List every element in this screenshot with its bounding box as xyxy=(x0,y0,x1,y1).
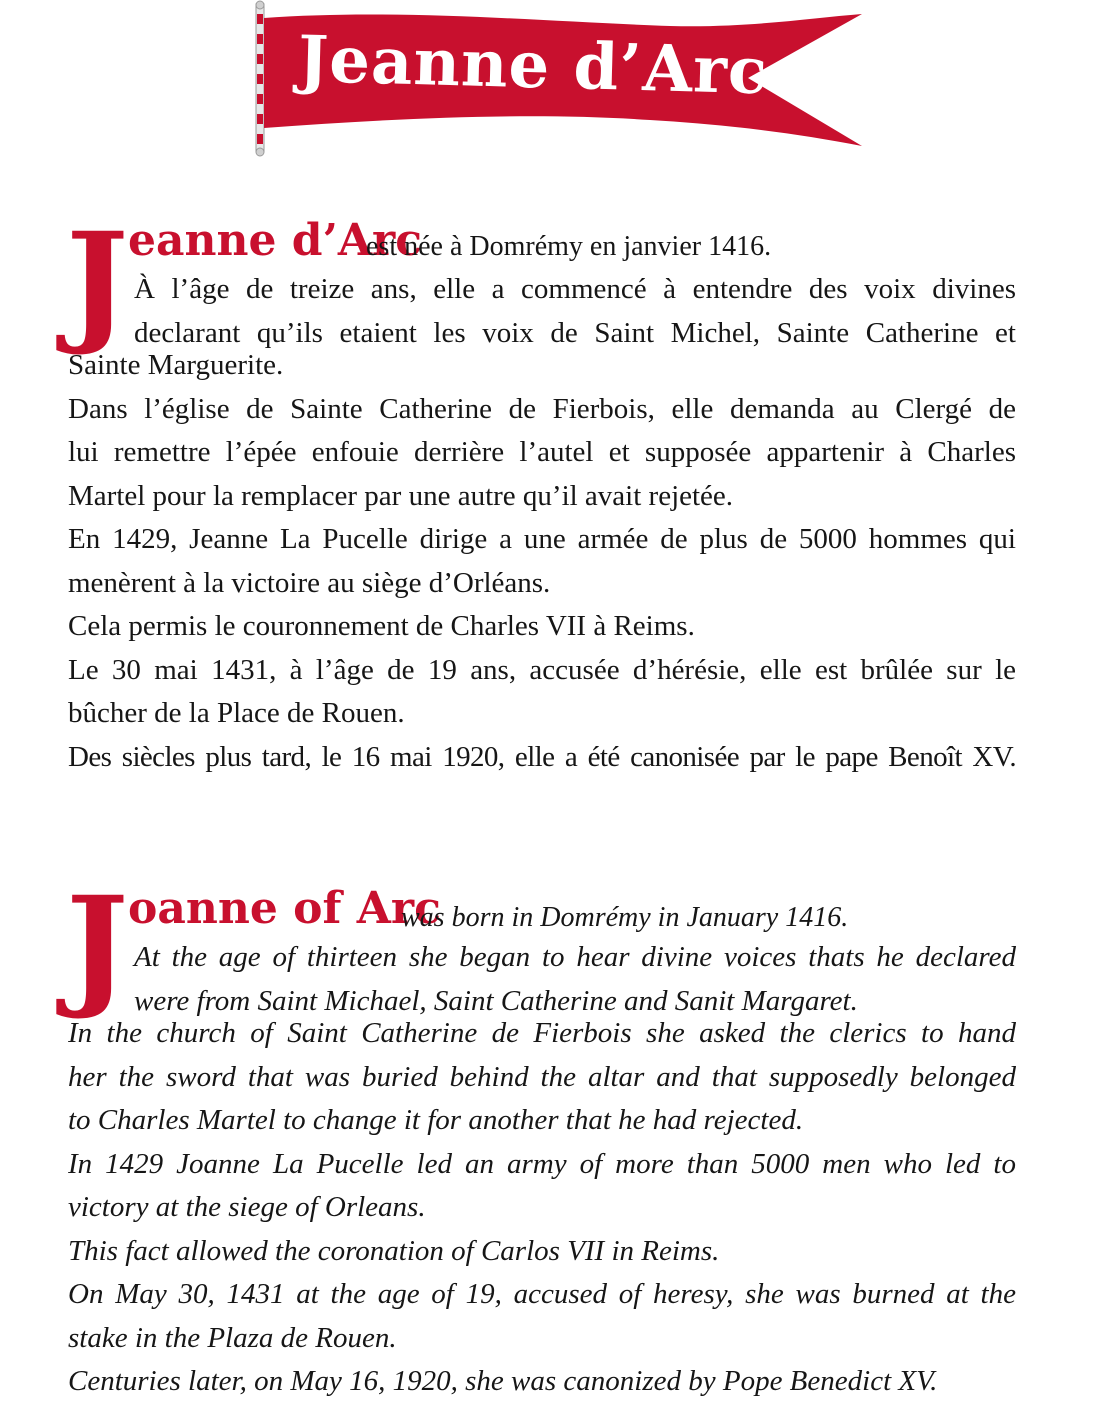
text-line: This fact allowed the coronation of Carlos VII in Reims. xyxy=(68,1234,720,1267)
text-line: In 1429 Joanne La Pucelle led an army of more than 5000 men who led to xyxy=(68,1147,1016,1180)
drop-cap: J xyxy=(66,204,129,359)
english-section xyxy=(66,868,1016,1404)
name-heading: eanne d’Arc xyxy=(128,215,422,266)
text-line: On May 30, 1431 at the age of 19, accused of heresy, she was burned at the xyxy=(68,1278,1016,1310)
text-line: victory at the siege of Orleans. xyxy=(68,1191,426,1223)
intro-line: est née à Domrémy en janvier 1416. xyxy=(366,231,772,262)
text-line: In the church of Saint Catherine de Fierbois she asked the clerics to hand xyxy=(68,1017,1016,1049)
text-line: À l’âge de treize ans, elle a commencé à entendre des voix divines xyxy=(134,273,1016,305)
text-line: Sainte Marguerite. xyxy=(68,349,284,381)
text-line: to Charles Martel to change it for another that he had rejected. xyxy=(68,1104,804,1136)
text-line: stake in the Plaza de Rouen. xyxy=(68,1321,397,1354)
english-intro xyxy=(66,868,1016,1023)
text-line: menèrent à la victoire au siège d’Orléans. xyxy=(68,566,551,599)
text-line: Centuries later, on May 16, 1920, she was canonized by Pope Benedict XV. xyxy=(68,1365,938,1397)
french-intro xyxy=(66,204,1016,359)
text-line: lui remettre l’épée enfouie derrière l’autel et supposée appartenir à Charles xyxy=(68,436,1016,468)
indented-paragraph xyxy=(134,936,1016,1023)
banner-title: Jeanne d’Arc xyxy=(297,21,769,110)
text-line: En 1429, Jeanne La Pucelle dirige a une armée de plus de 5000 hommes qui xyxy=(68,523,1016,555)
text-line: Martel pour la remplacer par une autre qu’il avait rejetée. xyxy=(68,479,734,512)
french-section xyxy=(66,204,1016,779)
intro-line: was born in Domrémy in January 1416. xyxy=(401,902,849,933)
english-body xyxy=(68,1012,1016,1404)
text-line: were from Saint Michael, Saint Catherine and Sanit Margaret. xyxy=(134,984,858,1017)
text-line: At the age of thirteen she began to hear divine voices thats he declared xyxy=(134,941,1016,973)
drop-cap: J xyxy=(66,868,129,1023)
text-line: Dans l’église de Sainte Catherine de Fierbois, elle demanda au Clergé de xyxy=(68,392,1016,425)
text-line: her the sword that was buried behind the altar and that supposedly belonged xyxy=(68,1060,1016,1093)
french-body xyxy=(68,344,1016,779)
text-line: declarant qu’ils etaient les voix de Saint Michel, Sainte Catherine et xyxy=(134,316,1016,349)
text-line: Des siècles plus tard, le 16 mai 1920, elle a été canonisée par le pape Benoît XV. xyxy=(68,740,1016,773)
indented-paragraph xyxy=(134,268,1016,355)
text-line: Le 30 mai 1431, à l’âge de 19 ans, accusée d’hérésie, elle est brûlée sur le xyxy=(68,653,1016,686)
title-banner xyxy=(250,0,870,160)
name-heading: oanne of Arc xyxy=(128,883,441,934)
text-line: Cela permis le couronnement de Charles VII à Reims. xyxy=(68,610,695,642)
text-line: bûcher de la Place de Rouen. xyxy=(68,697,405,729)
